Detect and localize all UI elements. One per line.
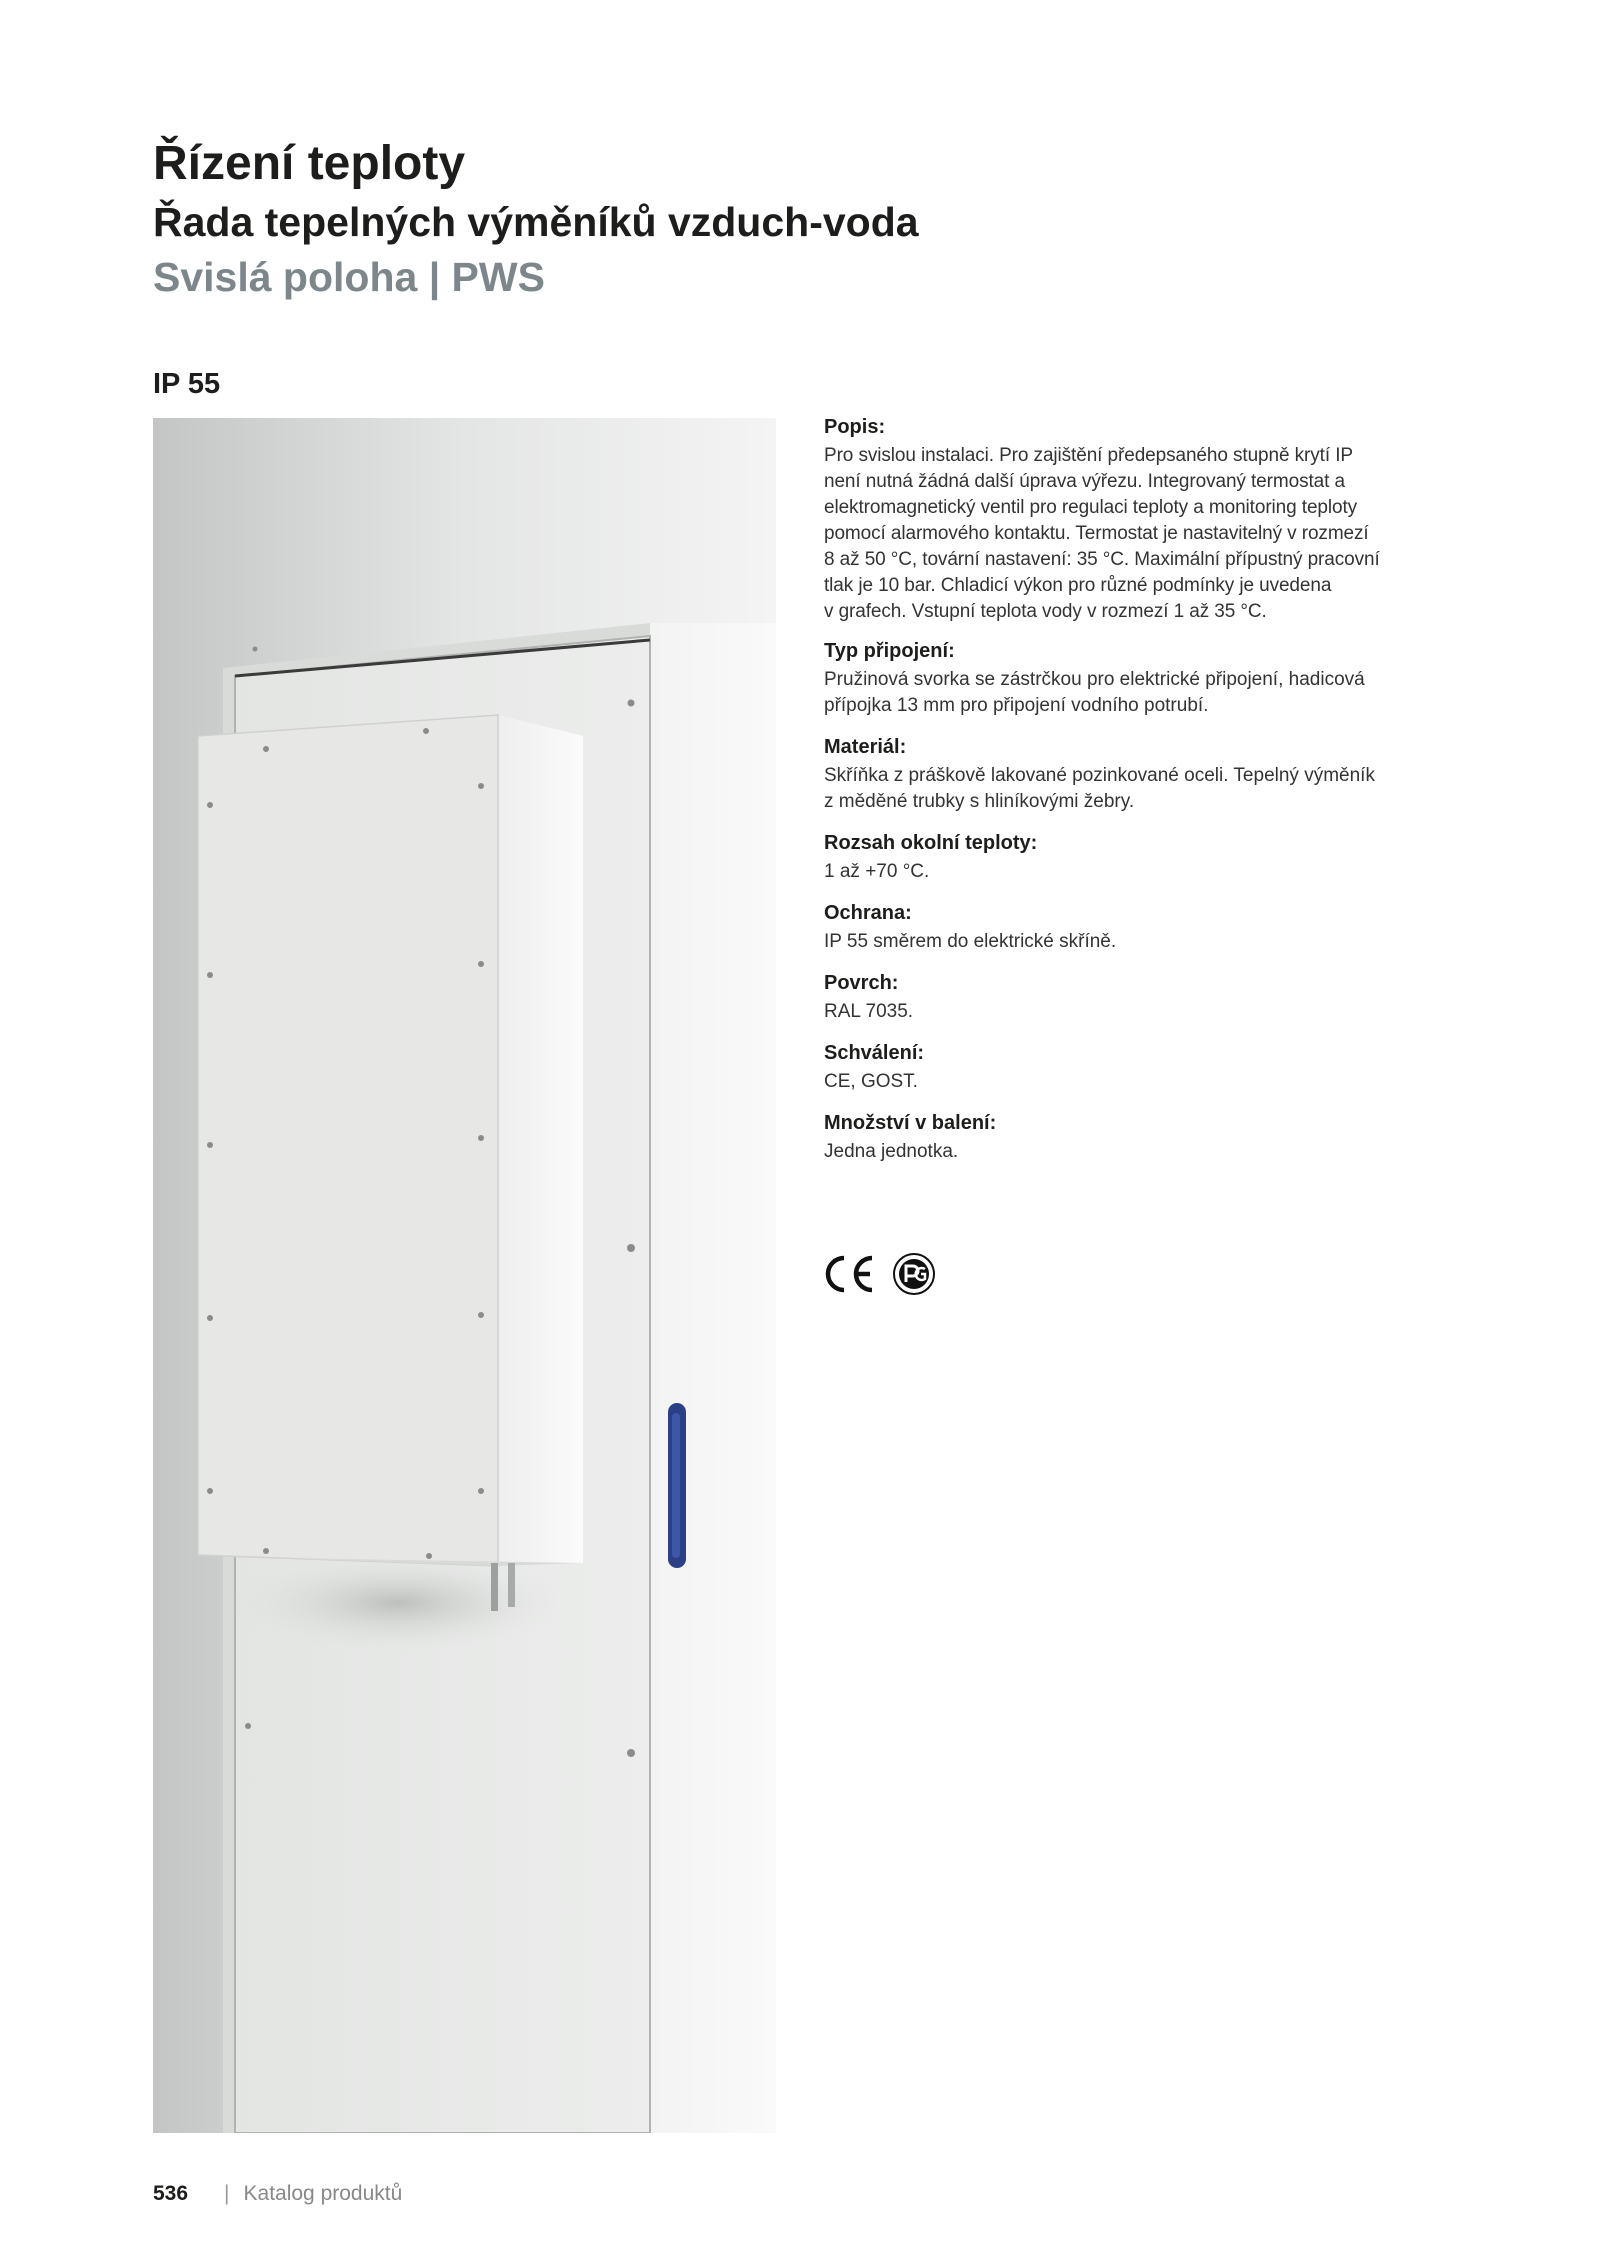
spec-package-quantity [824,1110,1464,1165]
page-footer [153,2182,402,2206]
spec-heading: Typ připojení: [824,640,955,662]
spec-line: není nutná žádná další úprava výřezu. Integrovaný termostat a [824,471,1345,492]
spec-material [824,734,1464,815]
spec-heading: Materiál: [824,736,907,758]
spec-protection [824,900,1464,955]
gost-r-mark-icon [892,1252,936,1296]
product-photo [153,418,776,2133]
page-subtitle: Řada tepelných výměníků vzduch-voda [153,199,919,245]
spec-surface [824,970,1464,1025]
protection-rating-label: IP 55 [153,368,221,400]
spec-heading: Rozsah okolní teploty: [824,832,1038,854]
spec-line: tlak je 10 bar. Chladicí výkon pro různé podmínky je uvedena [824,575,1332,596]
product-variant: Svislá poloha | PWS [153,254,545,300]
spec-heading: Množství v balení: [824,1112,997,1134]
spec-description [824,414,1464,625]
spec-line: Pružinová svorka se zástrčkou pro elektrické připojení, hadicová [824,669,1365,690]
spec-list [824,414,1464,1165]
spec-line: pomocí alarmového kontaktu. Termostat je nastavitelný v rozmezí [824,523,1369,544]
footer-separator: | [224,2182,230,2205]
spec-line: 1 až +70 °C. [824,861,930,882]
spec-approvals [824,1040,1464,1095]
spec-line: 8 až 50 °C, tovární nastavení: 35 °C. Maximální přípustný pracovní [824,549,1380,570]
spec-heading: Povrch: [824,972,899,994]
ce-mark-icon [822,1254,878,1294]
spec-ambient-temperature [824,830,1464,885]
spec-line: v grafech. Vstupní teplota vody v rozmezí 1 až 35 °C. [824,601,1267,622]
spec-heading: Ochrana: [824,902,912,924]
spec-line: přípojka 13 mm pro připojení vodního potrubí. [824,695,1209,716]
spec-line: Jedna jednotka. [824,1141,959,1162]
spec-line: CE, GOST. [824,1071,918,1092]
spec-line: IP 55 směrem do elektrické skříně. [824,931,1117,952]
spec-line: Pro svislou instalaci. Pro zajištění předepsaného stupně krytí IP [824,445,1353,466]
spec-line: elektromagnetický ventil pro regulaci teploty a monitoring teploty [824,497,1358,518]
certification-marks [822,1250,936,1298]
spec-line: z měděné trubky s hliníkovými žebry. [824,791,1135,812]
spec-line: Skříňka z práškově lakované pozinkované oceli. Tepelný výměník [824,765,1375,786]
spec-line: RAL 7035. [824,1001,914,1022]
catalog-label: Katalog produktů [243,2182,403,2205]
page-number: 536 [153,2182,189,2205]
spec-heading: Popis: [824,416,886,438]
spec-heading: Schválení: [824,1042,925,1064]
spec-connection-type [824,638,1464,719]
page-title: Řízení teploty [153,137,466,190]
